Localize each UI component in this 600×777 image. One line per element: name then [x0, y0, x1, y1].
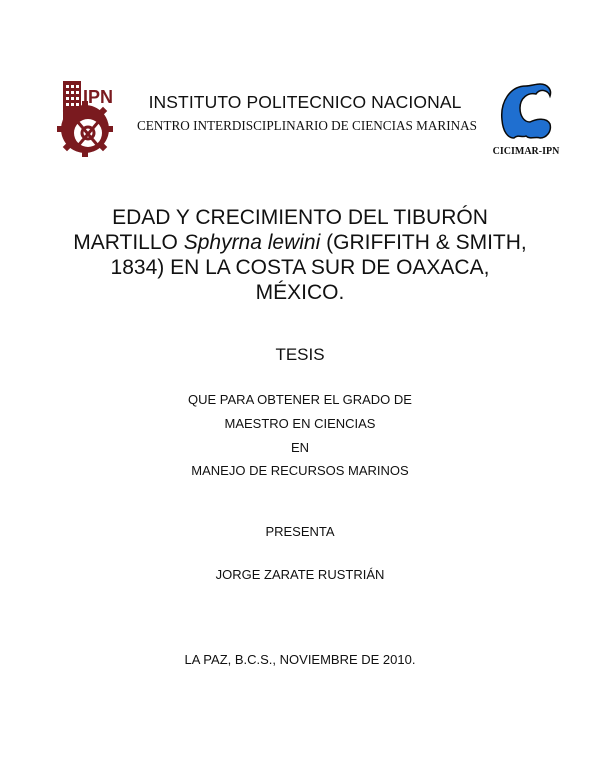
thesis-title: [0, 205, 600, 305]
author-name: JORGE ZARATE RUSTRIÁN: [215, 567, 385, 582]
title-line-1: EDAD Y CRECIMIENTO DEL TIBURÓN: [112, 206, 488, 229]
cicimar-logo: [490, 80, 562, 158]
ipn-logo: [55, 77, 115, 163]
title-line-4: MÉXICO.: [255, 281, 345, 304]
title-line-2-post: (GRIFFITH & SMITH,: [320, 231, 527, 254]
svg-text:IPN: IPN: [83, 87, 114, 107]
degree-line-3: EN: [290, 440, 310, 455]
degree-line-1: QUE PARA OBTENER EL GRADO DE: [188, 392, 412, 407]
place-date: LA PAZ, B.C.S., NOVIEMBRE DE 2010.: [184, 652, 416, 667]
title-line-2: [0, 230, 600, 255]
species-name: Sphyrna lewini: [183, 231, 321, 254]
title-line-2-pre: MARTILLO: [73, 231, 184, 254]
degree-line-2: MAESTRO EN CIENCIAS: [224, 416, 376, 431]
svg-text:CICIMAR-IPN: CICIMAR-IPN: [492, 146, 560, 157]
title-line-3: 1834) EN LA COSTA SUR DE OAXACA,: [110, 256, 490, 279]
center-name: CENTRO INTERDISCIPLINARIO DE CIENCIAS MARINAS: [137, 118, 477, 133]
document-type: TESIS: [275, 345, 325, 364]
institution-name: INSTITUTO POLITECNICO NACIONAL: [148, 92, 462, 112]
degree-line-4: MANEJO DE RECURSOS MARINOS: [191, 463, 409, 478]
presents-label: PRESENTA: [265, 524, 335, 539]
